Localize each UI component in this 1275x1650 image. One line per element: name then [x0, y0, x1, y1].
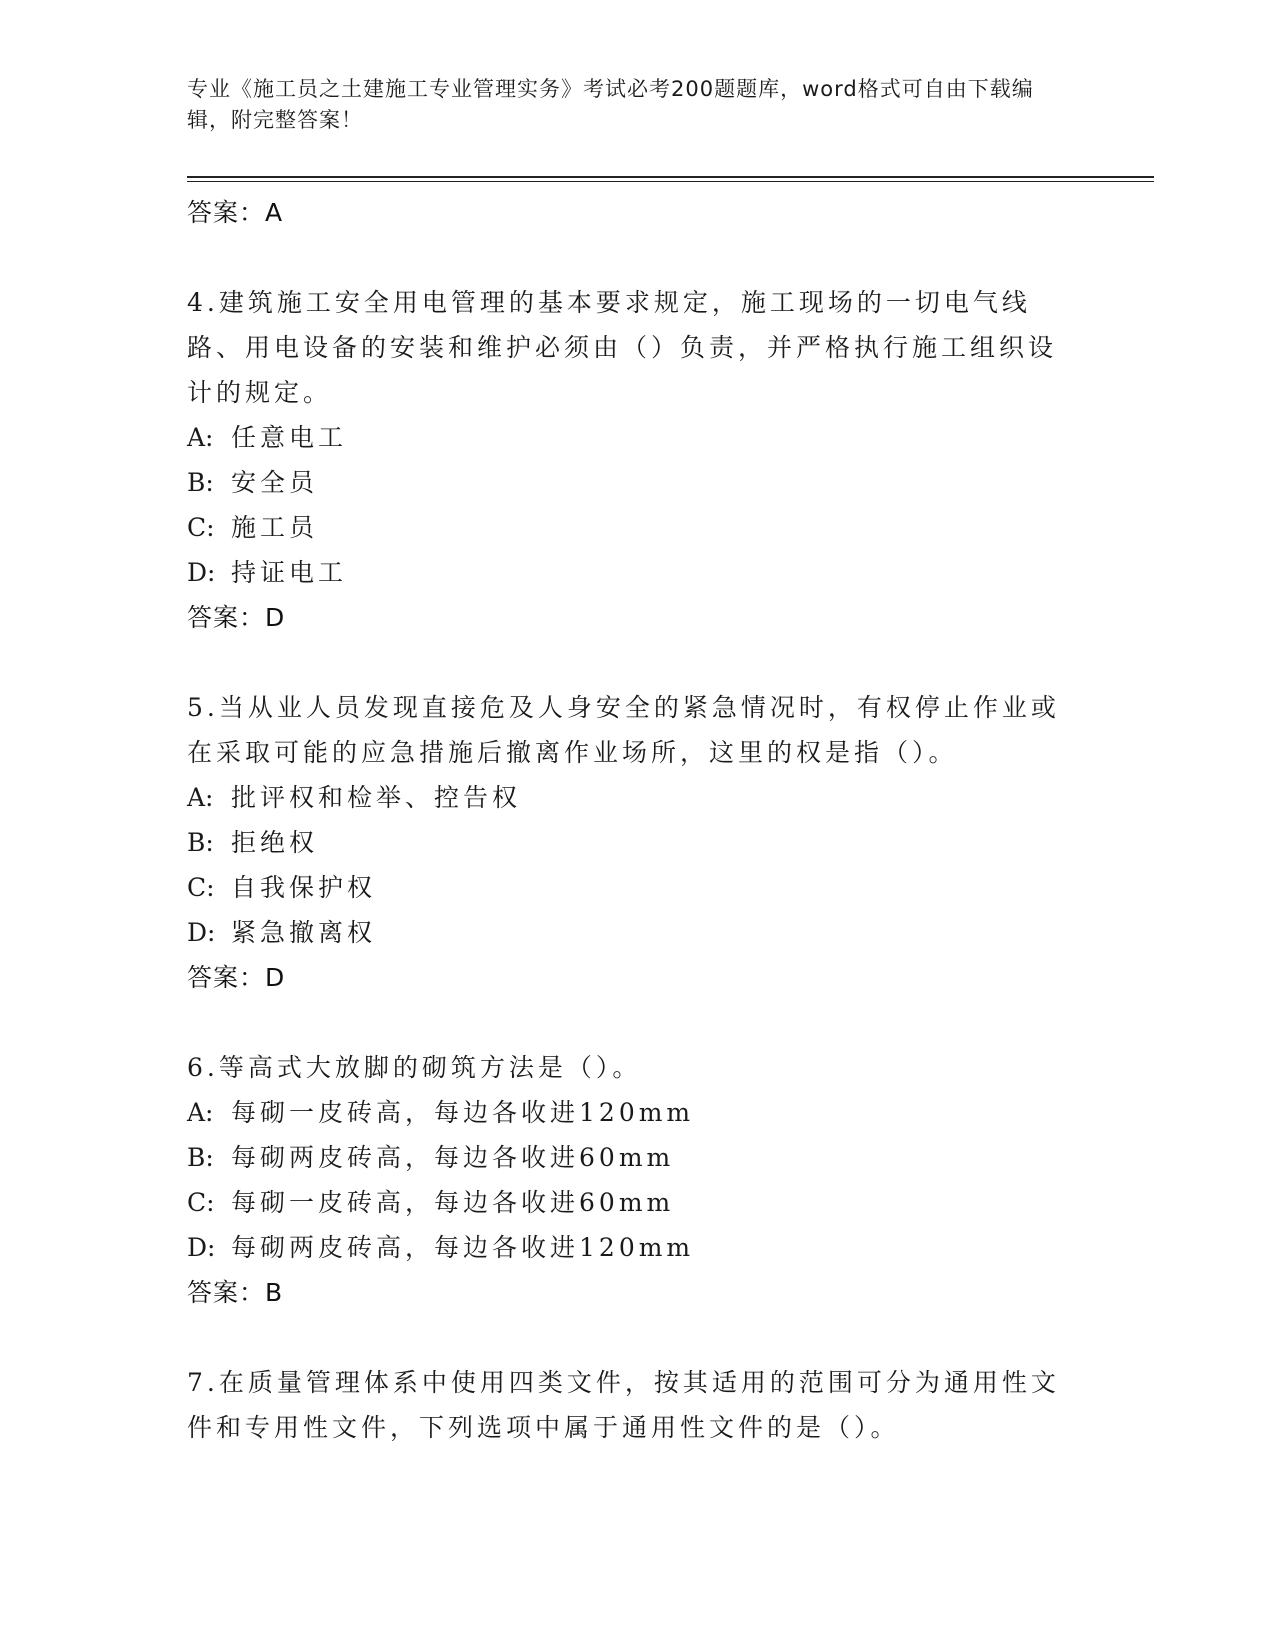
option-label: 每砌一皮砖高，每边各收进60mm — [231, 1188, 675, 1217]
option-a — [187, 1090, 1067, 1135]
option-d — [187, 910, 1067, 955]
question-list — [187, 190, 1067, 1450]
option-key: D: — [187, 918, 216, 947]
answer-line: 答案：B — [187, 1278, 284, 1307]
header-rule-thin — [187, 181, 1154, 182]
option-key: B: — [187, 468, 214, 497]
option-label: 持证电工 — [231, 558, 348, 587]
question-text: 5.当从业人员发现直接危及人身安全的紧急情况时，有权停止作业或在采取可能的应急措施后撤离作业场所，这里的权是指（）。 — [187, 693, 1060, 767]
option-label: 拒绝权 — [231, 828, 319, 857]
option-d — [187, 550, 1067, 595]
option-key: A: — [187, 783, 214, 812]
option-key: D: — [187, 1233, 216, 1262]
option-b — [187, 820, 1067, 865]
question-text: 6.等高式大放脚的砌筑方法是（）。 — [187, 1053, 642, 1082]
option-b — [187, 460, 1067, 505]
option-key: A: — [187, 1098, 214, 1127]
question-block — [187, 280, 1067, 640]
option-label: 每砌一皮砖高，每边各收进120mm — [231, 1098, 695, 1127]
option-label: 紧急撤离权 — [231, 918, 377, 947]
question-text: 4.建筑施工安全用电管理的基本要求规定，施工现场的一切电气线路、用电设备的安装和维护必须由（）负责，并严格执行施工组织设计的规定。 — [187, 288, 1058, 407]
option-a — [187, 415, 1067, 460]
option-c — [187, 505, 1067, 550]
option-key: C: — [187, 1188, 215, 1217]
option-label: 批评权和检举、控告权 — [231, 783, 522, 812]
question-block — [187, 685, 1067, 1000]
option-label: 安全员 — [231, 468, 319, 497]
option-key: B: — [187, 1143, 214, 1172]
option-label: 施工员 — [231, 513, 319, 542]
answer-line: 答案：A — [187, 198, 284, 227]
document-header: 专业《施工员之土建施工专业管理实务》考试必考200题题库，word格式可自由下载编辑，附完整答案！ — [187, 77, 1034, 132]
answer-line: 答案：D — [187, 603, 286, 632]
header-rule-thick — [187, 176, 1154, 178]
option-key: C: — [187, 513, 215, 542]
question-text: 7.在质量管理体系中使用四类文件，按其适用的范围可分为通用性文件和专用性文件，下列选项中属于通用性文件的是（）。 — [187, 1368, 1060, 1442]
option-label: 每砌两皮砖高，每边各收进120mm — [231, 1233, 695, 1262]
option-d — [187, 1225, 1067, 1270]
option-c — [187, 1180, 1067, 1225]
option-label: 自我保护权 — [231, 873, 377, 902]
question-block — [187, 1045, 1067, 1315]
option-c — [187, 865, 1067, 910]
option-label: 每砌两皮砖高，每边各收进60mm — [231, 1143, 675, 1172]
question-block — [187, 1360, 1067, 1450]
answer-line: 答案：D — [187, 963, 286, 992]
option-key: D: — [187, 558, 216, 587]
option-key: B: — [187, 828, 214, 857]
option-a — [187, 775, 1067, 820]
option-b — [187, 1135, 1067, 1180]
option-label: 任意电工 — [231, 423, 348, 452]
option-key: C: — [187, 873, 215, 902]
option-key: A: — [187, 423, 214, 452]
